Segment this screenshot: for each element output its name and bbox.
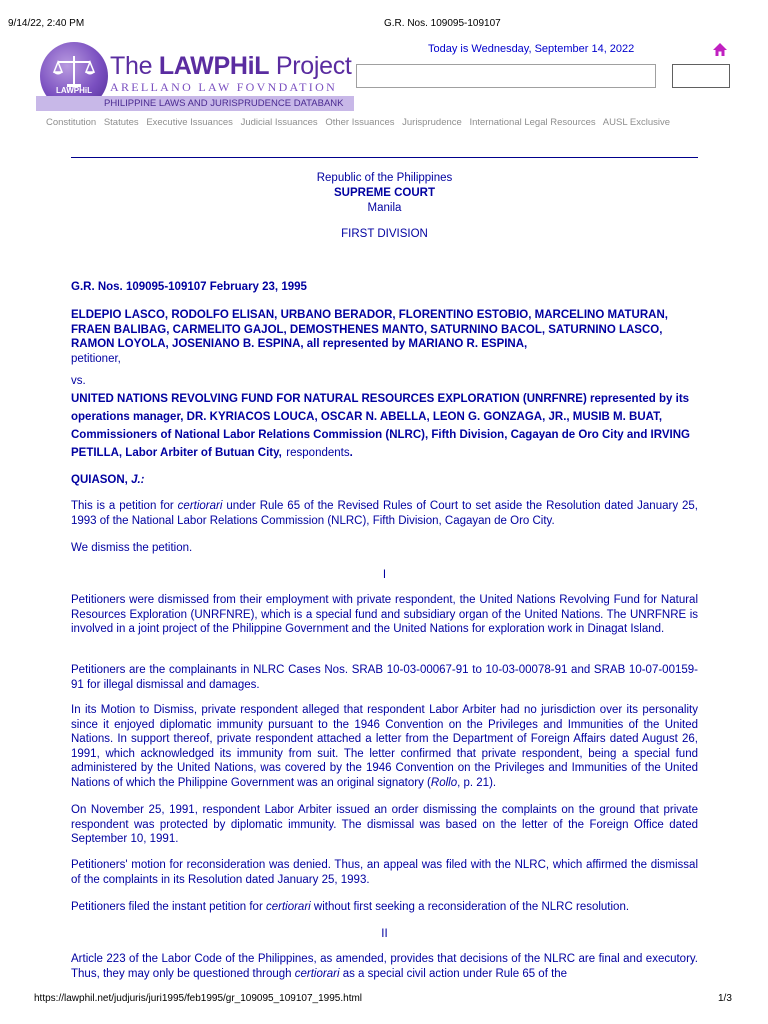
nav-judicial-issuances[interactable]: Judicial Issuances	[240, 117, 318, 128]
databank-banner	[36, 96, 354, 111]
paragraph-1	[71, 499, 698, 528]
parties-caption	[71, 308, 698, 461]
p1-text-a: This is a petition for	[71, 500, 178, 512]
nav-executive-issuances[interactable]: Executive Issuances	[146, 117, 233, 128]
logo-prefix: The	[110, 52, 159, 80]
versus: vs.	[71, 375, 86, 387]
republic-line: Republic of the Philippines	[316, 172, 453, 184]
p1-text-b: under Rule 65 of the Revised Rules of Court to set aside the Resolution dated January 25, 1993 of the National Labor Relations Commission (NLRC), Fifth Division, Cagayan de Oro City.	[71, 500, 699, 527]
print-url: https://lawphil.net/judjuris/juri1995/feb1995/gr_109095_109107_1995.html	[34, 993, 363, 1004]
search-button[interactable]	[672, 64, 730, 88]
search-input[interactable]	[356, 64, 656, 88]
databank-label: PHILIPPINE LAWS AND JURISPRUDENCE DATABANK	[104, 98, 344, 109]
home-icon[interactable]	[712, 42, 728, 63]
nav-statutes[interactable]: Statutes	[103, 117, 139, 128]
header-divider	[71, 157, 698, 158]
paragraph-5	[71, 703, 698, 790]
ponente	[71, 473, 698, 488]
site-logo-title[interactable]	[110, 52, 352, 81]
section-heading-1: I	[382, 569, 387, 581]
p9-text-a: Article 223 of the Labor Code of the Philippines, as amended, provides that decisions of the NLRC are final and executory. Thus, they may only be questioned through	[71, 953, 698, 980]
ponente-suffix: J.:	[131, 474, 145, 486]
p5-italic: Rollo	[430, 776, 458, 789]
ponente-name: QUIASON,	[71, 474, 132, 486]
paragraph-7: Petitioners' motion for reconsideration was denied. Thus, an appeal was filed with the NLRC, which affirmed the dismissal of the complaints in its Resolution dated January 25, 1993.	[71, 859, 698, 886]
paragraph-2: We dismiss the petition.	[71, 542, 193, 554]
division-name: FIRST DIVISION	[341, 228, 428, 240]
paragraph-3: Petitioners were dismissed from their employment with private respondent, the United Nations Revolving Fund for Natural Resources Exploration (UNRFNRE), which is a special fund and subsidiary organ of the United Nations. The UNRFNRE is involved in a joint project of the Philippine Government and the United Nations for exploration work in Dinagat Island.	[71, 594, 698, 635]
section-heading-2: II	[381, 928, 388, 940]
print-doc-title: G.R. Nos. 109095-109107	[384, 18, 501, 29]
main-nav	[46, 117, 675, 128]
p5-text-b: , p. 21).	[457, 776, 497, 789]
case-number: G.R. Nos. 109095-109107 February 23, 1995	[71, 281, 307, 293]
seal-text: LAWPHiL	[56, 86, 92, 95]
paragraph-6: On November 25, 1991, respondent Labor Arbiter issued an order dismissing the complaints on the ground that private respondent was protected by diplomatic immunity. The dismissal was based on the letter of the Foreign Office dated September 10, 1991.	[71, 804, 698, 845]
foundation-name: ARELLANO LAW FOVNDATION	[110, 80, 338, 94]
paragraph-8	[71, 900, 698, 915]
print-page-number: 1/3	[718, 993, 732, 1004]
p5-text-a: In its Motion to Dismiss, private respondent alleged that respondent Labor Arbiter had no jurisdiction over its personality since it enjoyed diplomatic immunity pursuant to the 1946 Convention on the Privileges and Immunities of the United Nations. In support thereof, private respondent attached a letter from the Department of Foreign Affairs dated August 26, 1991, which acknowledged its immunity from suit. The letter confirmed that private respondent, being a special fund administered by the United Nations, was covered by the 1946 Convention on the Privileges and Immunities of the United Nations of which the Philippine Government was an original signatory (	[71, 704, 698, 789]
nav-international-legal-resources[interactable]: International Legal Resources	[469, 117, 596, 128]
respondents-names: UNITED NATIONS REVOLVING FUND FOR NATURAL RESOURCES EXPLORATION (UNRFNRE) represented by its operations manager, DR. KYRIACOS LOUCA, OSCAR N. ABELLA, LEON G. GONZAGA, JR., MUSIB M. BUAT, Commissioners of National Labor Relations Commission (NLRC), Fifth Division, Cagayan de Oro City and IRVING PETILLA, Labor Arbiter of Butuan City,	[71, 392, 690, 459]
petitioners-names: ELDEPIO LASCO, RODOLFO ELISAN, URBANO BERADOR, FLORENTINO ESTOBIO, MARCELINO MATURAN, FRAEN BALIBAG, CARMELITO GAJOL, DEMOSTHENES MANTO, SATURNINO BACOL, SATURNINO LASCO, RAMON LOYOLA, JOSENIANO B. ESPINA, all represented by MARIANO R. ESPINA,	[71, 309, 668, 350]
court-name: SUPREME COURT	[334, 187, 435, 199]
petitioner-label: petitioner,	[71, 352, 121, 365]
nav-constitution[interactable]: Constitution	[46, 117, 97, 128]
p9-italic: certiorari	[294, 967, 340, 980]
paragraph-4: Petitioners are the complainants in NLRC Cases Nos. SRAB 10-03-00067-91 to 10-03-00078-91 and SRAB 10-07-00159-91 for illegal dismissal and damages.	[71, 664, 698, 691]
p8-text-b: without first seeking a reconsideration of the NLRC resolution.	[310, 901, 630, 913]
p9-text-b: as a special civil action under Rule 65 of the	[339, 967, 568, 980]
nav-ausl-exclusive[interactable]: AUSL Exclusive	[602, 117, 671, 128]
caption-period: .	[349, 446, 353, 459]
today-date: Today is Wednesday, September 14, 2022	[428, 43, 635, 55]
paragraph-9	[71, 952, 698, 981]
nav-jurisprudence[interactable]: Jurisprudence	[402, 117, 462, 128]
p1-italic: certiorari	[177, 500, 223, 512]
print-datetime: 9/14/22, 2:40 PM	[8, 18, 85, 29]
logo-brand: LAWPHiL	[158, 52, 270, 80]
p8-text-a: Petitioners filed the instant petition for	[71, 901, 266, 913]
nav-other-issuances[interactable]: Other Issuances	[325, 117, 395, 128]
court-city: Manila	[367, 202, 402, 214]
p8-italic: certiorari	[265, 901, 311, 913]
respondents-label: respondents	[286, 446, 350, 459]
logo-suffix: Project	[269, 52, 352, 80]
